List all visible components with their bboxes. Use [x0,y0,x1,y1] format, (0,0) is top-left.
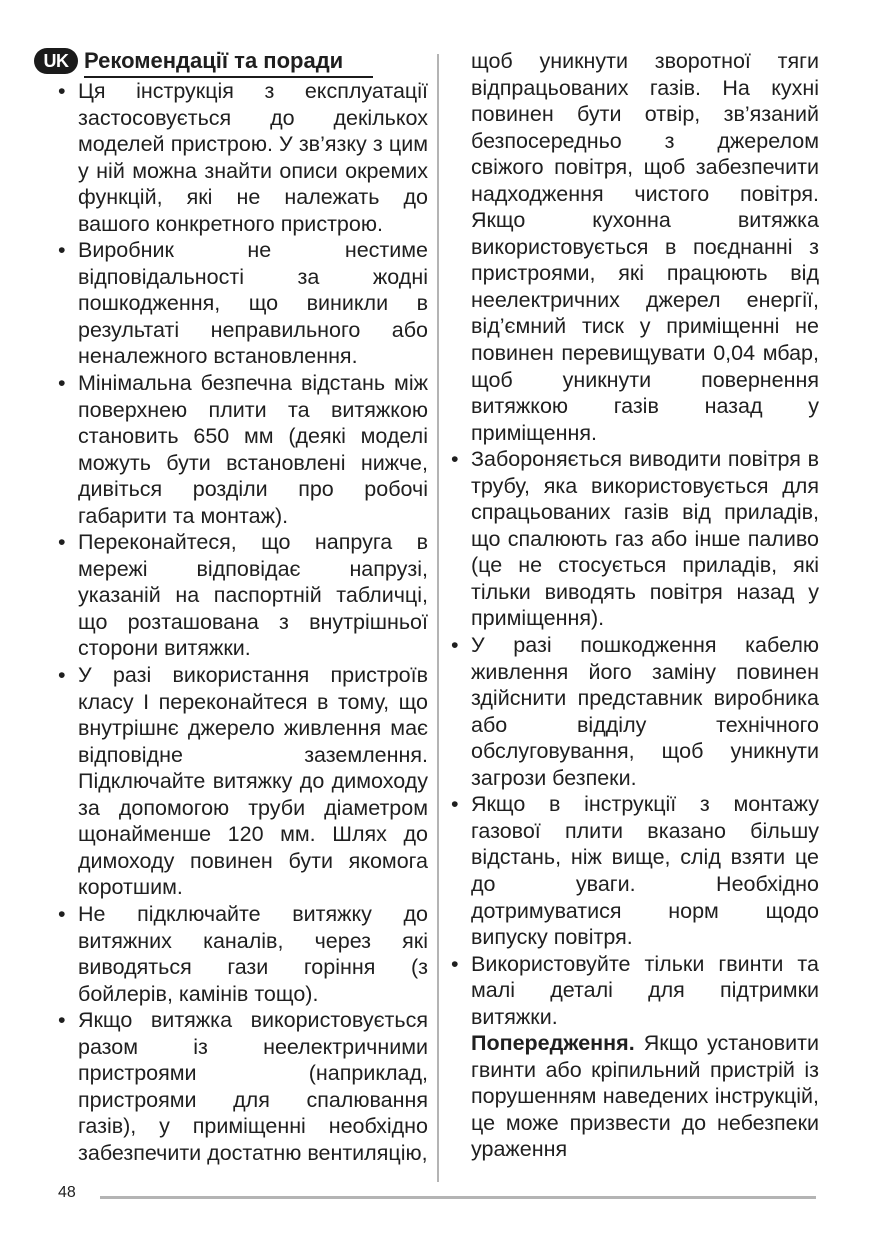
continuation-paragraph: щоб уникнути зворотної тяги відпрацьованих газів. На кухні повинен бути отвір, зв’язаний безпосередньо з джерелом свіжого повітря, щоб забезпечити надходження чистого повітря. Якщо кухонна витяжка використовується в поєднанні з пристроями, які працюють від неелектричних джерел енергії, від’ємний тиск у приміщенні не повинен перевищувати 0,04 мбар, щоб уникнути повернення витяжкою газів назад у приміщення. [471,49,819,445]
list-item: • Якщо в інструкції з монтажу газової плити вказано більшу відстань, ніж вище, слід взяти це до уваги. Необхідно дотримуватися норм щодо випуску повітря. [449,791,819,950]
language-badge: UK [34,48,78,74]
list-item: • У разі використання пристроїв класу I переконайтеся в тому, що внутрішнє джерело живлення має відповідне заземлення. Підключайте витяжку до димоходу за допомогою труби діаметром щонайменше 120 мм. Шлях до димоходу повинен бути якомога коротшим. [56,662,428,901]
list-item: • Переконайтеся, що напруга в мережі відповідає напрузі, указаній на паспортній табличці, що розташована з внутрішньої сторони витяжки. [56,529,428,662]
list-item: • Не підключайте витяжку до витяжних каналів, через які виводяться гази горіння (з бойлерів, камінів тощо). [56,901,428,1007]
footer-rule [100,1196,816,1199]
list-item: • Забороняється виводити повітря в трубу, яка використовується для спрацьованих газів від приладів, що спалюють газ або інше паливо (це не стосується приладів, які тільки виводять повітря назад у приміщення). [449,446,819,632]
list-item: • Використовуйте тільки гвинти та малі деталі для підтримки витяжки. [449,951,819,1031]
left-bullet-list [56,78,428,1166]
page-number: 48 [58,1184,76,1201]
list-item: • Якщо витяжка використовується разом із неелектричними пристроями (наприклад, пристроями для спалювання газів), у приміщенні необхідно забезпечити достатню вентиляцію, [56,1007,428,1166]
column-divider [437,54,439,1182]
right-column [449,48,819,1163]
left-column [43,47,428,1166]
list-item: • Мінімальна безпечна відстань між поверхнею плити та витяжкою становить 650 мм (деякі моделі можуть бути встановлені нижче, дивіться розділи про робочі габарити та монтаж). [56,370,428,529]
warning-text: Якщо установити гвинти або кріпильний пристрій із порушенням наведених інструкцій, це може призвести до небезпеки ураження [471,1031,819,1162]
warning-paragraph [449,1030,819,1163]
warning-label: Попередження. [471,1031,635,1056]
list-item: • Ця інструкція з експлуатації застосовується до декількох моделей пристрою. У зв’язку з цим у ній можна знайти описи окремих функцій, які не належать до вашого конкретного пристрою. [56,78,428,237]
list-item: • У разі пошкодження кабелю живлення його заміну повинен здійснити представник виробника або відділу технічного обслуговування, щоб уникнути загрози безпеки. [449,632,819,791]
list-item: • Виробник не нестиме відповідальності за жодні пошкодження, що виникли в результаті неправильного або неналежного встановлення. [56,237,428,370]
section-title [84,48,343,75]
section-heading [34,48,428,74]
section-title-text: Рекомендації та поради [84,47,344,73]
right-bullet-list [449,446,819,1030]
